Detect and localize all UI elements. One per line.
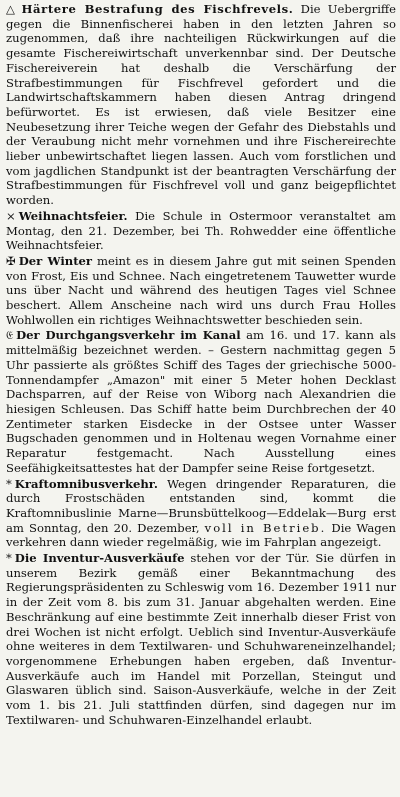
cross-marker-icon: × bbox=[6, 208, 16, 223]
article-fischfrevel bbox=[6, 2, 396, 208]
article-weihnachtsfeier bbox=[6, 209, 396, 253]
article-kraftomnibus bbox=[6, 477, 396, 551]
article-heading: Der Durchgangsverkehr im Kanal bbox=[16, 328, 241, 343]
article-emphasis: voll in Betrieb. bbox=[204, 520, 327, 535]
article-heading: Weihnachtsfeier. bbox=[18, 208, 128, 223]
article-heading: Härtere Bestrafung des Fischfrevels. bbox=[21, 2, 294, 16]
article-durchgangsverkehr bbox=[6, 328, 396, 475]
article-body: Die Uebergriffe gegen die Binnenfischerei haben in den letzten Jahren so zugenommen, daß ihre nachteiligen Rückwirkungen auf die gesamte Fischereiwirtschaft unverkennbar sind. Der Deutsche Fischereiverein hat deshalb die Verschärfung der Strafbestimmungen für Fischfrevel gefordert und die Landwirtschaftskammern haben diesen Antrag dringend befürwortet. Es ist erwiesen, daß viele Besitzer eine Neubesetzung ihrer Teiche wegen der Gefahr des Diebstahls und der Veraubung nicht mehr vornehmen und ihre Fischereirechte lieber unbewirtschaftet liegen lassen. Auch vom forstlichen und vom jagdlichen Standpunkt ist der beantragten Verschärfung der Strafbestimmungen für Fischfrevel voll und ganz beigepflichtet worden. bbox=[6, 2, 397, 208]
article-body: Wegen dringender Reparaturen, die durch Frostschäden entstanden sind, kommt die Kraftomnibuslinie Marne—Brunsbüttelkoog—Eddelak—Burg erst am Sonntag, den 20. Dezember, bbox=[6, 476, 396, 535]
article-body-end: Die Wagen verkehren dann wieder regelmäßig, wie im Fahrplan angezeigt. bbox=[6, 520, 396, 550]
article-body: Die Schule in Ostermoor veranstaltet am Montag, den 21. Dezember, bei Th. Rohwedder eine öffentliche Weihnachtsfeier. bbox=[6, 208, 396, 253]
article-body: meint es in diesem Jahre gut mit seinen Spenden von Frost, Eis und Schnee. Nach eingetretenem Tauwetter wurde uns über Nacht und während des heutigen Tages viel Schnee beschert. Allem Anscheine nach wird uns durch Frau Holles Wohlwollen ein richtiges Weihnachtswetter beschieden sein. bbox=[6, 253, 396, 327]
letter-marker-icon: 𝔈 bbox=[6, 328, 14, 343]
article-body: stehen vor der Tür. Sie dürfen in unserem Bezirk gemäß einer Bekanntmachung des Regierungspräsidenten zu Schleswig vom 16. Dezember 1911 nur in der Zeit vom 8. bis zum 31. Januar abgehalten werden. Eine Beschränkung auf eine bestimmte Zeit innerhalb dieser Frist von drei Wochen ist nicht erfolgt. Ueblich sind Inventur-Ausverkäufe ohne weiteres in dem Textilwaren- und Schuhwareneinzelhandel; vorgenommene Erhebungen haben ergeben, daß Inventur-Ausverkäufe auch im Handel mit Porzellan, Steingut und Glaswaren üblich sind. Saison-Ausverkäufe, welche in der Zeit vom 1. bis 21. Juli stattfinden dürfen, sind dagegen nur im Textilwaren- und Schuhwaren-Einzelhandel erlaubt. bbox=[6, 551, 396, 727]
article-heading: Der Winter bbox=[18, 253, 93, 268]
article-inventur bbox=[6, 551, 396, 727]
article-heading: Kraftomnibusverkehr. bbox=[14, 476, 158, 491]
asterisk-marker-icon: * bbox=[6, 476, 12, 491]
asterisk-marker-icon: * bbox=[6, 551, 12, 566]
article-body: am 16. und 17. kann als mittelmäßig bezeichnet werden. – Gestern nachmittag gegen 5 Uhr passierte als größtes Schiff des Tages der griechische 5000-Tonnendampfer „Amazon" mit einer 5 Meter hohen Decklast Dachsparren, auf der Reise von Wiborg nach Alexandrien die hiesigen Schleusen. Das Schiff hatte beim Durchbrechen der 40 Zentimeter starken Eisdecke in der Ostsee unter Wasser Bugschaden genommen und in Holtenau wegen Vornahme einer Reparatur festgemacht. Nach Ausstellung eines Seefähigkeitsattestes hat der Dampfer seine Reise fortgesetzt. bbox=[6, 328, 396, 475]
ornament-marker-icon: ✠ bbox=[6, 253, 16, 268]
article-heading: Die Inventur-Ausverkäufe bbox=[14, 551, 185, 566]
triangle-marker-icon: △ bbox=[6, 2, 19, 16]
article-winter bbox=[6, 254, 396, 328]
